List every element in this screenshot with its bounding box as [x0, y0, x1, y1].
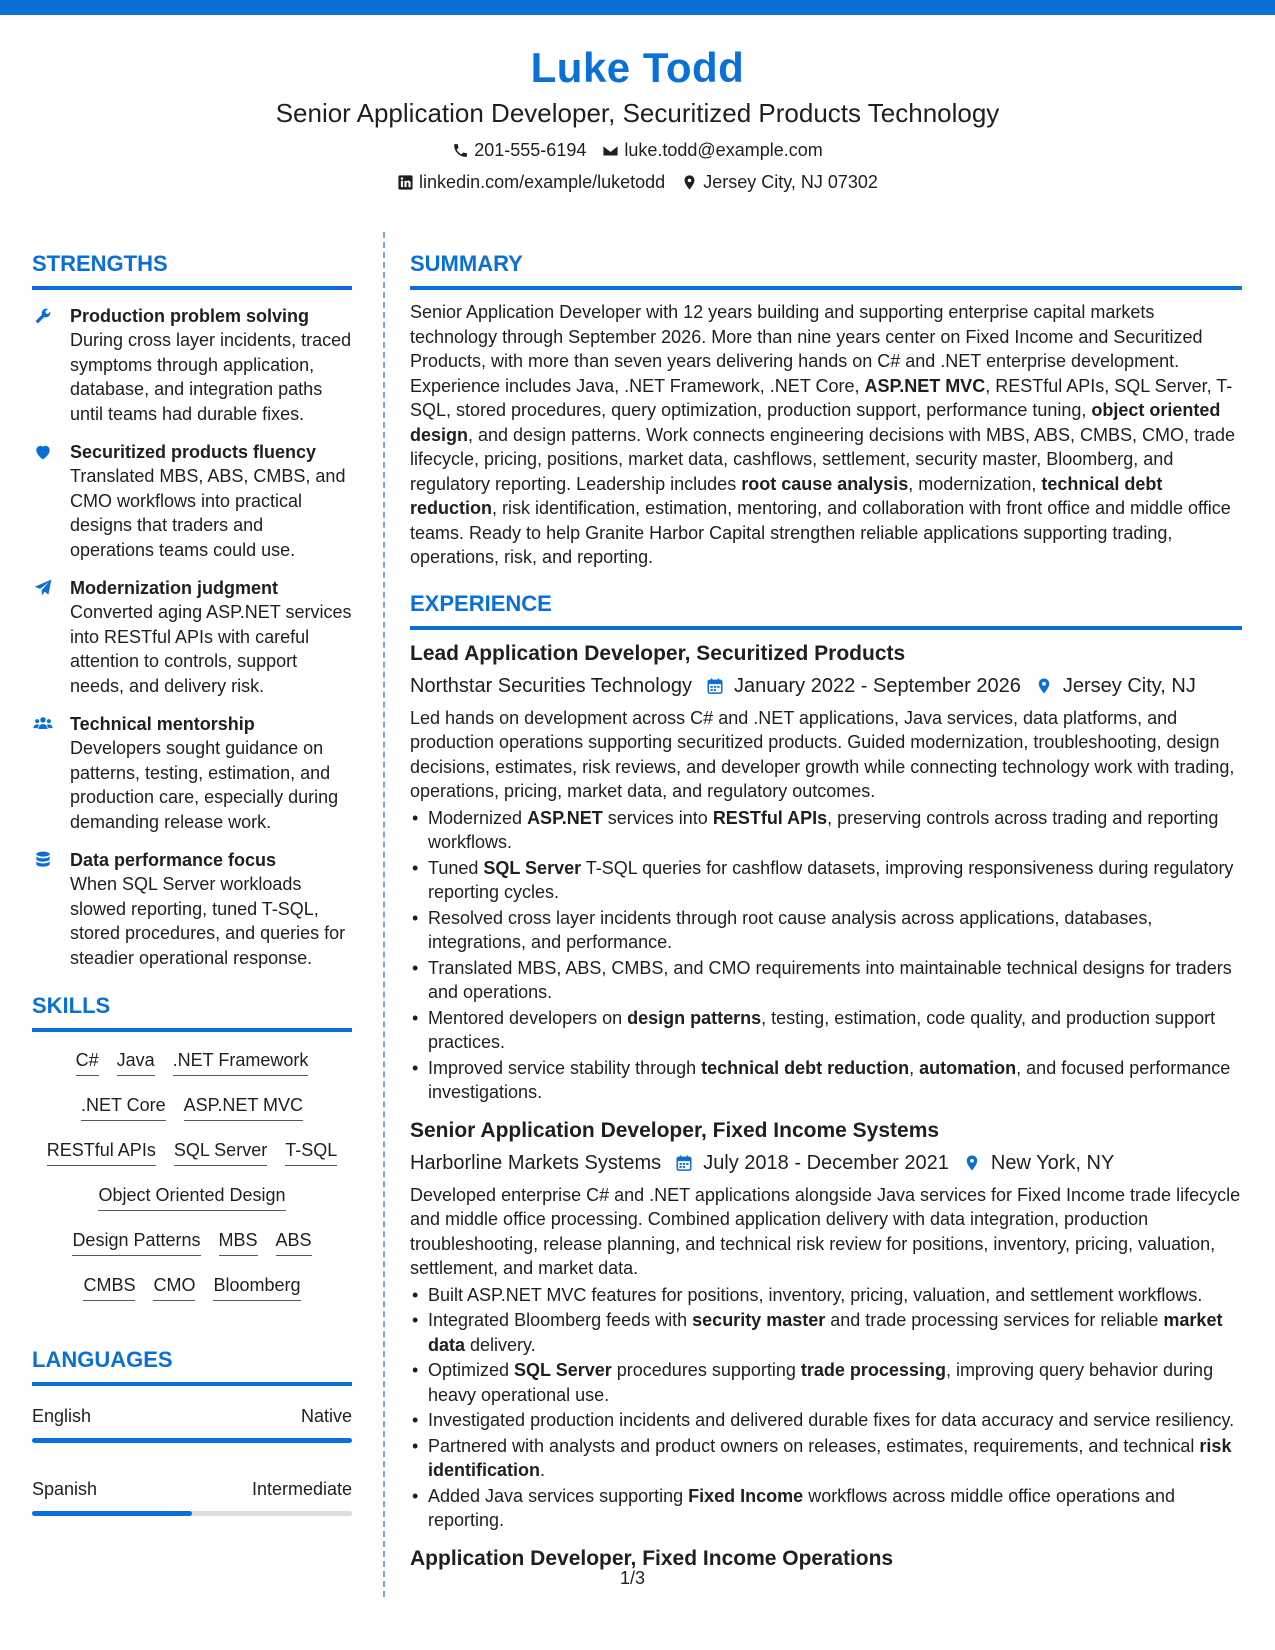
bullet-text: ,: [909, 1057, 920, 1078]
calendar-icon: [675, 1153, 693, 1173]
bullet-text: Added Java services supporting: [428, 1485, 689, 1506]
bullet-emphasis: security master: [692, 1310, 826, 1330]
experience-heading: EXPERIENCE: [410, 590, 1242, 630]
job-bullet: [428, 806, 1242, 855]
email-address: luke.todd@example.com: [624, 140, 823, 160]
strength-item: [32, 440, 352, 562]
location-contact: [681, 170, 878, 194]
summary-text: , RESTful APIs, SQL Server, T-SQL, stored procedures, query optimization, production support, performance tuning,: [410, 375, 1233, 420]
bullet-text: Improved service stability through: [428, 1057, 702, 1078]
skill-tag: Design Patterns: [72, 1228, 200, 1256]
bullet-text: T-SQL queries for cashflow datasets, improving responsiveness during regulatory reporting cycles.: [428, 857, 1234, 902]
contact-row-1: [0, 138, 1275, 162]
linkedin-url: linkedin.com/example/luketodd: [419, 172, 666, 192]
job-description: Developed enterprise C# and .NET applications alongside Java services for Fixed Income trade lifecycle and middle office processing. Combined application delivery with data integration, production troubleshooting, release planning, and technical risk review for positions, inventory, pricing, valuation, settlement, and market data.: [410, 1184, 1241, 1278]
summary-text: Senior Application Developer with 12 years building and supporting enterprise capital markets technology through September 2026. More than nine years center on Fixed Income and Securitized Products, with more than seven years delivering hands on C# and .NET enterprise development. Experience includes Java, .NET Framework, .NET Core,: [410, 302, 1203, 396]
skills-row: [32, 1093, 352, 1138]
languages-heading: LANGUAGES: [32, 1346, 352, 1386]
job-bullet: [428, 1434, 1242, 1483]
bullet-text: and trade processing services for reliable: [825, 1310, 1164, 1330]
email-contact[interactable]: [602, 138, 822, 162]
job-title: Application Developer, Fixed Income Operations: [410, 1546, 894, 1570]
bullet-text: Modernized: [428, 807, 528, 828]
job-bullet: [428, 956, 1242, 1005]
top-accent-bar: [0, 0, 1275, 15]
skill-tag: MBS: [219, 1228, 258, 1256]
job-title: Lead Application Developer, Securitized Products: [410, 641, 906, 665]
skill-tag: C#: [76, 1048, 99, 1076]
users-icon: [32, 714, 54, 734]
column-divider: [383, 232, 385, 1597]
skills-list: [32, 1048, 352, 1318]
job-meta: [410, 1149, 1242, 1177]
bullet-text: Tuned: [428, 857, 484, 878]
bullet-text: Mentored developers on: [428, 1007, 628, 1028]
skill-tag: Java: [117, 1048, 155, 1076]
strength-item: [32, 304, 352, 426]
language-level: Native: [300, 1406, 352, 1426]
strength-description: Converted aging ASP.NET services into RESTful APIs with careful attention to controls, support needs, and delivery risk.: [70, 602, 352, 696]
bullet-text: procedures supporting: [611, 1360, 801, 1380]
location-text: Jersey City, NJ 07302: [703, 172, 878, 192]
bullet-text: Investigated production incidents and delivered durable fixes for data accuracy and service resiliency.: [428, 1410, 1235, 1430]
bullet-emphasis: trade processing: [800, 1360, 946, 1380]
languages-list: [32, 1404, 352, 1516]
job-bullets: [428, 806, 1242, 1105]
bullet-emphasis: ASP.NET: [527, 807, 603, 828]
skill-tag: CMO: [153, 1273, 195, 1301]
heart-icon: [32, 442, 54, 462]
skills-heading: SKILLS: [32, 992, 352, 1032]
job-meta: [410, 672, 1242, 700]
job-bullet: [428, 1056, 1242, 1105]
bullet-text: .: [540, 1460, 546, 1480]
language-proficiency-fill: [32, 1438, 352, 1443]
database-icon: [32, 850, 54, 870]
summary-text: , risk identification, estimation, mentoring, and collaboration with front office and middle office teams. Ready to help Granite Harbor Capital strengthen reliable applications supporting trading, operations, risk, and reporting.: [410, 498, 1231, 567]
skill-tag: .NET Core: [81, 1093, 166, 1121]
bullet-text: Integrated Bloomberg feeds with: [428, 1310, 693, 1330]
summary-heading: SUMMARY: [410, 250, 1242, 290]
linkedin-contact[interactable]: [397, 170, 665, 194]
skill-tag: ABS: [276, 1228, 312, 1256]
skill-tag: SQL Server: [174, 1138, 267, 1166]
bullet-emphasis: RESTful APIs: [712, 807, 828, 828]
bullet-text: Resolved cross layer incidents through root cause analysis across applications, databases, integrations, and performance.: [428, 907, 1153, 952]
candidate-headline: Senior Application Developer, Securitized Products Technology: [275, 98, 1000, 128]
strength-title: Technical mentorship: [70, 714, 255, 734]
strength-title: Modernization judgment: [70, 578, 278, 598]
linkedin-icon: [397, 174, 414, 191]
skill-tag: .NET Framework: [173, 1048, 309, 1076]
bullet-text: Translated MBS, ABS, CMBS, and CMO requirements into maintainable technical designs for traders and operations.: [428, 957, 1232, 1002]
page-number: 1/3: [620, 1568, 646, 1588]
skill-tag: Object Oriented Design: [98, 1183, 285, 1211]
job-bullet: [428, 1358, 1242, 1407]
job-dates: July 2018 - December 2021: [703, 1151, 949, 1174]
strength-item: [32, 712, 352, 834]
skills-row: [32, 1048, 352, 1093]
strength-title: Data performance focus: [70, 850, 277, 870]
job-bullet: [428, 1308, 1242, 1357]
phone-icon: [452, 142, 469, 159]
summary-emphasis: technical debt reduction: [410, 473, 1163, 518]
strength-description: Developers sought guidance on patterns, testing, estimation, and production care, especially during demanding release work.: [70, 738, 339, 832]
summary-emphasis: root cause analysis: [741, 473, 909, 494]
skill-tag: CMBS: [83, 1273, 135, 1301]
language-proficiency-bar: [32, 1511, 352, 1516]
left-column: [32, 250, 352, 1550]
skills-row: [32, 1138, 352, 1183]
job-bullet: [428, 906, 1242, 955]
strength-title: Securitized products fluency: [70, 442, 317, 462]
job-bullet: [428, 1484, 1242, 1533]
job-location: Jersey City, NJ: [1062, 674, 1196, 697]
bullet-text: services into: [602, 807, 713, 828]
skills-row: [32, 1273, 352, 1318]
language-name: Spanish: [32, 1479, 98, 1499]
bullet-emphasis: technical debt reduction: [701, 1057, 910, 1078]
skill-tag: ASP.NET MVC: [184, 1093, 303, 1121]
job-entry: [410, 1117, 1242, 1533]
bullet-emphasis: SQL Server: [483, 857, 582, 878]
job-entry: [410, 1545, 1242, 1573]
job-bullet: [428, 1283, 1242, 1308]
job-entry: [410, 640, 1242, 1105]
strength-item: [32, 576, 352, 698]
skill-tag: Bloomberg: [213, 1273, 300, 1301]
language-name: English: [32, 1406, 92, 1426]
phone-number: 201-555-6194: [474, 140, 587, 160]
job-bullet: [428, 1006, 1242, 1055]
summary-emphasis: ASP.NET MVC: [864, 375, 986, 396]
wrench-icon: [32, 306, 54, 326]
job-title: Senior Application Developer, Fixed Income Systems: [410, 1118, 940, 1142]
bullet-text: , improving query behavior during heavy operational use.: [428, 1360, 1214, 1405]
skill-tag: RESTful APIs: [47, 1138, 156, 1166]
summary-paragraph: [410, 300, 1242, 570]
language-level: Intermediate: [251, 1479, 352, 1499]
language-proficiency-fill: [32, 1511, 192, 1516]
bullet-emphasis: Fixed Income: [688, 1485, 804, 1506]
calendar-icon: [706, 676, 724, 696]
map-pin-icon: [963, 1153, 981, 1173]
job-bullets: [428, 1283, 1242, 1533]
strength-description: During cross layer incidents, traced symptoms through application, database, and integration paths until teams had durable fixes.: [70, 330, 352, 424]
skill-tag: T-SQL: [285, 1138, 337, 1166]
skills-row: [32, 1183, 352, 1228]
summary-text: , modernization,: [908, 473, 1042, 494]
bullet-emphasis: market data: [428, 1310, 1223, 1355]
bullet-text: Partnered with analysts and product owners on releases, estimates, requirements, and technical: [428, 1435, 1200, 1456]
job-company: Northstar Securities Technology: [410, 674, 692, 697]
phone-contact[interactable]: [452, 138, 586, 162]
language-proficiency-bar: [32, 1438, 352, 1443]
bullet-emphasis: automation: [919, 1057, 1017, 1078]
job-bullet: [428, 1408, 1242, 1433]
bullet-emphasis: SQL Server: [514, 1360, 612, 1380]
strength-description: When SQL Server workloads slowed reporting, tuned T-SQL, stored procedures, and queries for steadier operational response.: [70, 874, 346, 968]
bullet-text: , testing, estimation, code quality, and production support practices.: [428, 1007, 1216, 1052]
job-bullet: [428, 856, 1242, 905]
resume-header: [0, 42, 1275, 194]
bullet-emphasis: design patterns: [627, 1007, 762, 1028]
map-pin-icon: [681, 174, 698, 191]
language-row: [32, 1404, 352, 1428]
strength-item: [32, 848, 352, 970]
job-company: Harborline Markets Systems: [410, 1151, 662, 1174]
job-dates: January 2022 - September 2026: [734, 674, 1021, 697]
summary-emphasis: object oriented design: [410, 400, 1221, 445]
envelope-icon: [602, 142, 619, 159]
map-pin-icon: [1035, 676, 1053, 696]
bullet-text: delivery.: [465, 1334, 536, 1355]
bullet-text: workflows across middle office operations and reporting.: [428, 1485, 1176, 1530]
skills-row: [32, 1228, 352, 1273]
bullet-text: , preserving controls across trading and reporting workflows.: [428, 807, 1219, 852]
job-description: Led hands on development across C# and .NET applications, Java services, data platforms, and production operations supporting securitized products. Guided modernization, troubleshooting, design decisions, estimates, risk reviews, and developer growth while connecting technology work with trading, operations, pricing, market data, and regulatory outcomes.: [410, 707, 1235, 801]
strength-description: Translated MBS, ABS, CMBS, and CMO workflows into practical designs that traders and operations teams could use.: [70, 466, 346, 560]
job-location: New York, NY: [990, 1151, 1115, 1174]
language-row: [32, 1477, 352, 1501]
bullet-text: Built ASP.NET MVC features for positions, inventory, pricing, valuation, and settlement workflows.: [428, 1284, 1203, 1305]
bullet-text: , and focused performance investigations.: [428, 1057, 1231, 1102]
candidate-name: Luke Todd: [530, 44, 745, 91]
bullet-emphasis: risk identification: [428, 1435, 1232, 1480]
paper-plane-icon: [32, 578, 54, 598]
bullet-text: Optimized: [428, 1360, 515, 1380]
summary-text: , and design patterns. Work connects engineering decisions with MBS, ABS, CMBS, CMO, trade lifecycle, pricing, positions, market data, cashflows, settlement, security master, Bloomberg, and regulatory reporting. Leadership includes: [410, 424, 1236, 494]
contact-row-2: [0, 170, 1275, 194]
strengths-heading: STRENGTHS: [32, 250, 352, 290]
strength-title: Production problem solving: [70, 306, 310, 326]
right-column: [410, 250, 1242, 1573]
